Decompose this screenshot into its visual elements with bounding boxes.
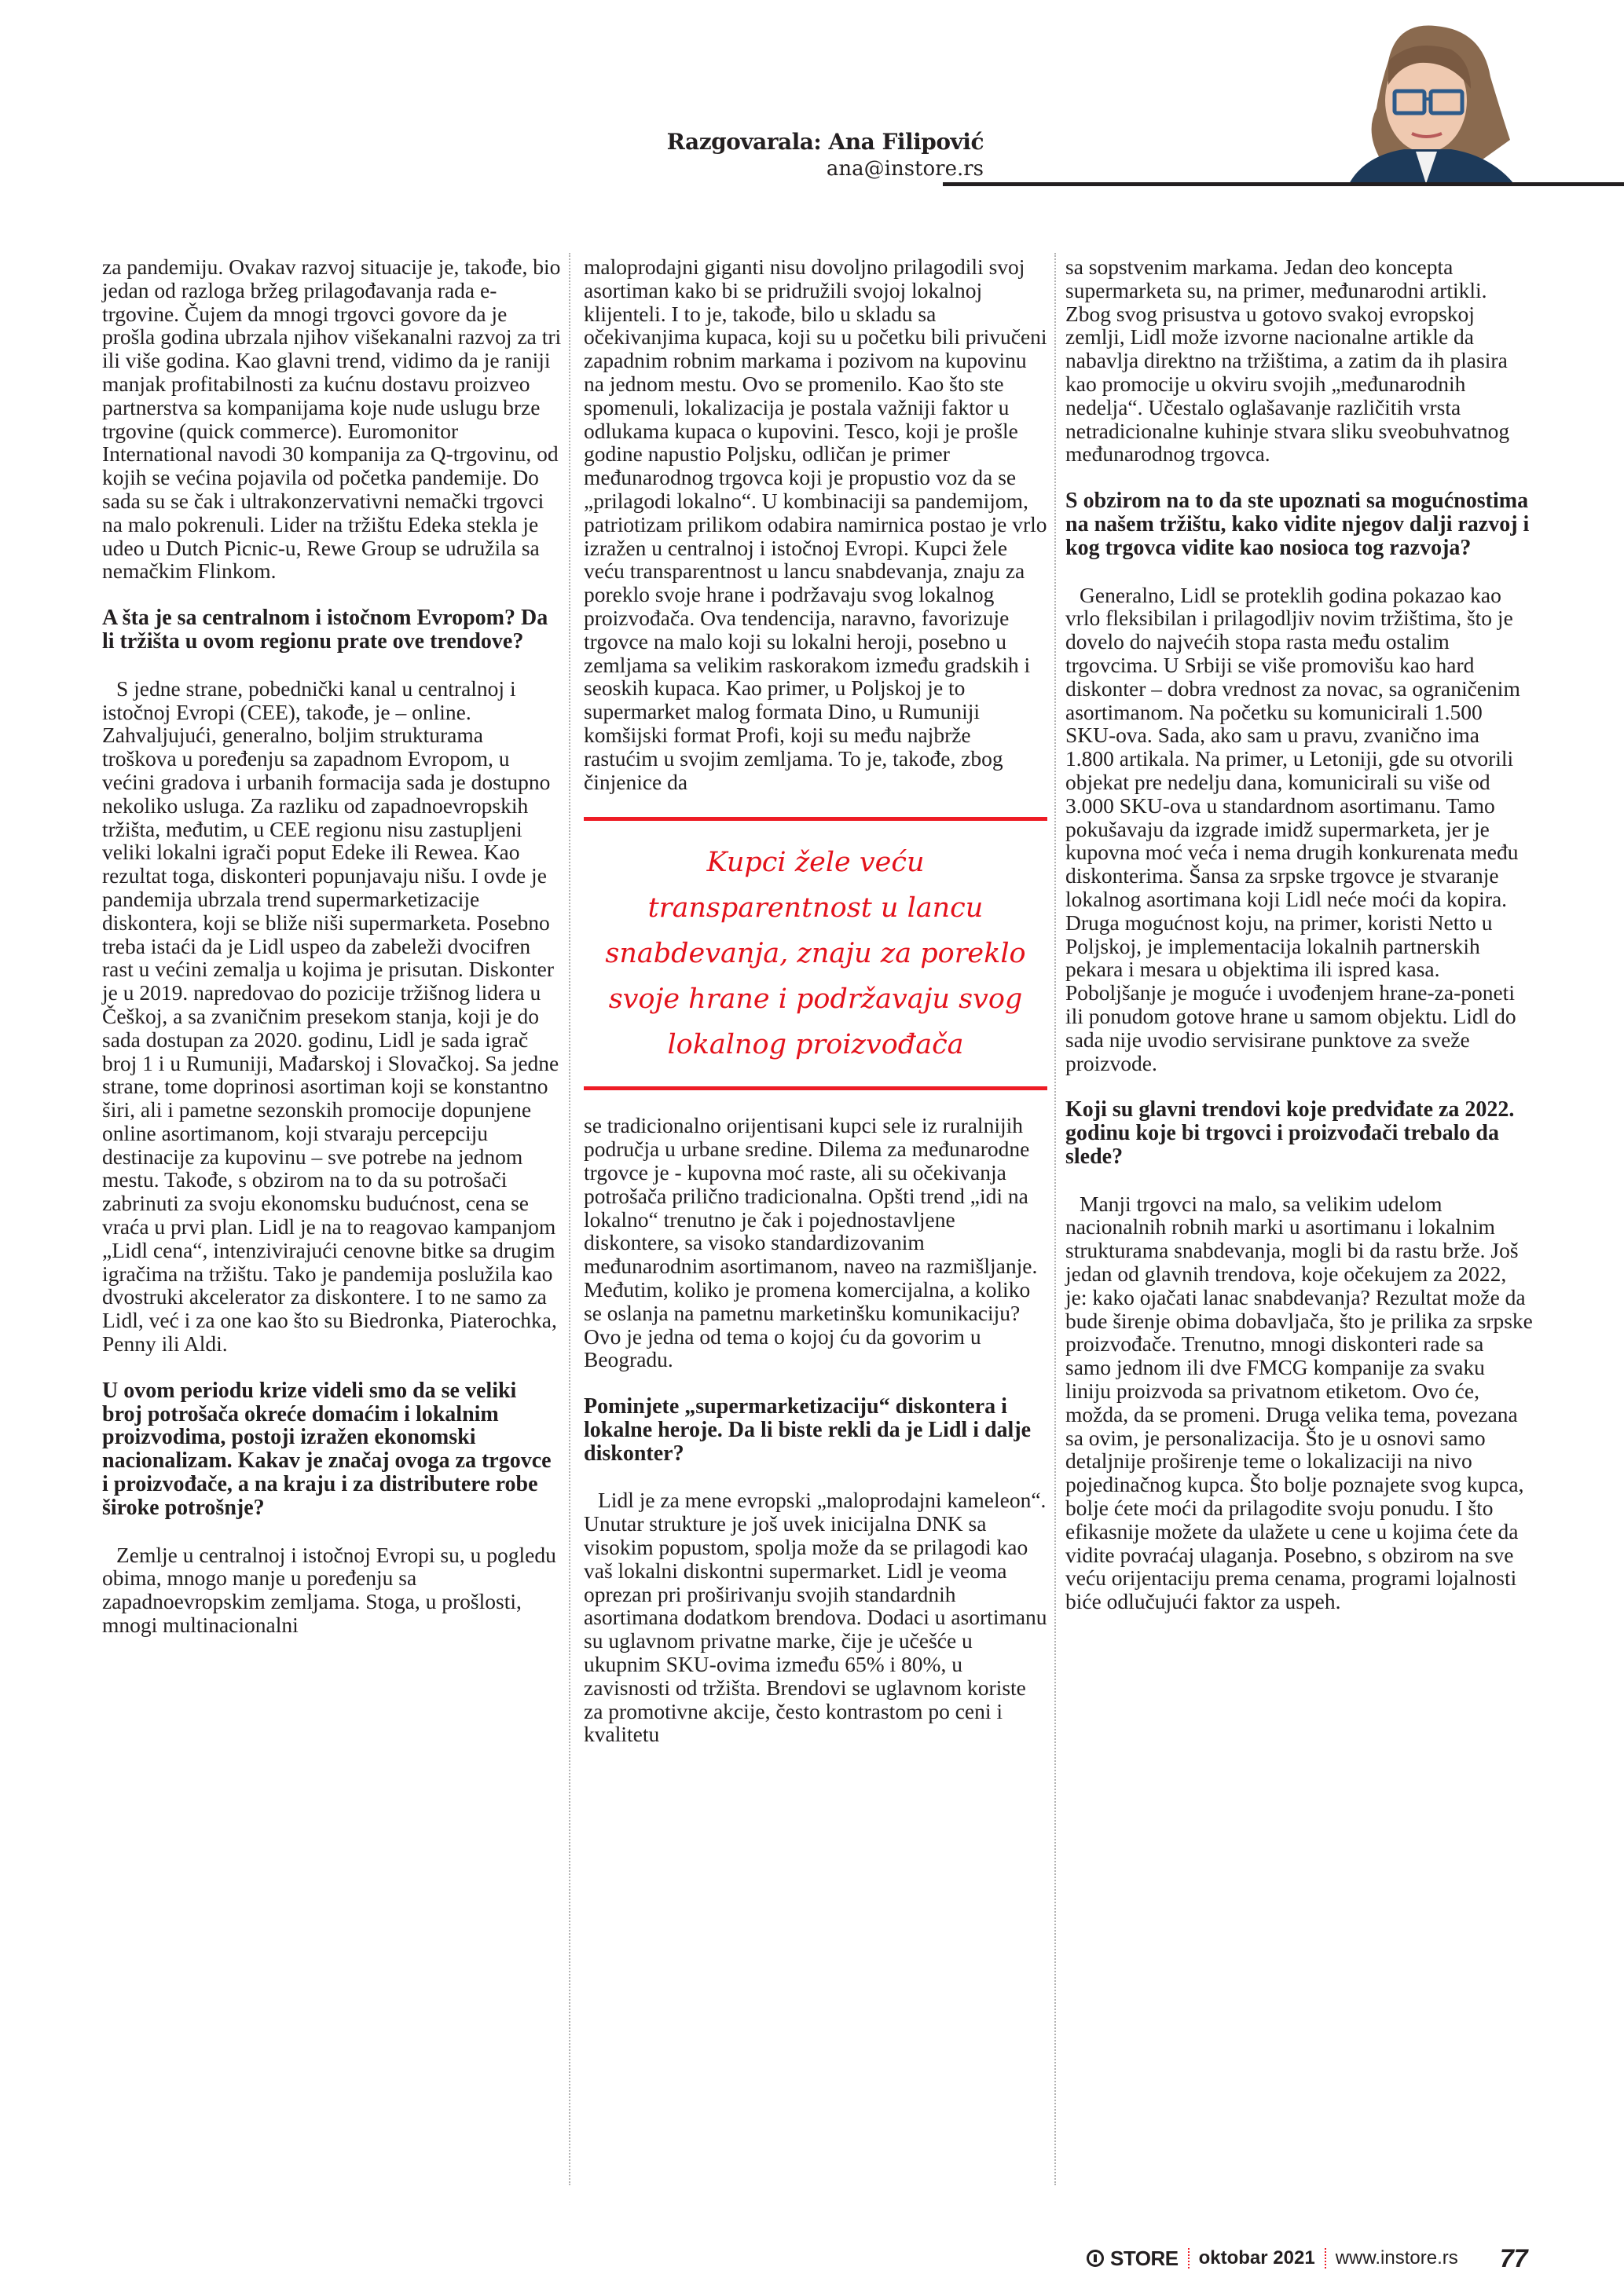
body-paragraph: Lidl je za mene evropski „maloprodajni kameleon“. Unutar strukture je još uvek inicijalna DNK sa visokim popustom, spolja može da se prilagodi kao vaš lokalni diskontni supermarket. Lidl je veoma oprezan pri proširivanju svojih standardnih asortimana dodatkom brendova. Dodaci u asortimanu su uglavnom privatne marke, čije je učešće u ukupnim SKU-ovima između 65% i 80%, u zavisnosti od tržišta. Brendovi se uglavnom koriste za promotivne akcije, često kontrastom po ceni i kvalitetu <box>584 1488 1047 1747</box>
column-divider <box>569 253 570 2185</box>
author-portrait <box>1333 14 1530 184</box>
column-divider <box>1054 253 1056 2185</box>
interview-question: S obzirom na to da ste upoznati sa mogućnostima na našem tržištu, kako vidite njegov dalji razvoj i kog trgovca vidite kao nosioca tog razvoja? <box>1065 489 1530 560</box>
page-footer <box>1087 2243 1528 2274</box>
footer-separator <box>1188 2248 1190 2269</box>
interview-question: Pominjete „supermarketizaciju“ diskontera i lokalne heroje. Da li biste rekli da je Lidl i dalje diskonter? <box>584 1394 1032 1466</box>
body-paragraph: se tradicionalno orijentisani kupci sele iz ruralnijih područja u urbane sredine. Dilema za međunarodne trgovce je - kupovna moć raste, ali su očekivanja potrošača prilično tradicionalna. Opšti trend „idi na lokalno“ trenutno je čak i pojednostavljene diskontere, sa visoko standardizovanim međunarodnim asortimanom, naveo na razmišljanje. Međutim, koliko je promena komercijalna, a koliko se oslanja na pametnu marketinšku komunikaciju? Ovo je jedna od tema o kojoj ću da govorim u Beogradu. <box>584 1113 1038 1372</box>
body-paragraph: sa sopstvenim markama. Jedan deo koncepta supermarketa su, na primer, međunarodni artikli. Zbog svog prisustva u gotovo svakoj evropskoj zemlji, Lidl može izvorne nacionalne artikle da nabavlja direktno na tržištima, a zatim da ih plasira kao promocije u okviru svojih „međunarodnih nedelja“. Učestalo oglašavanje različitih vrsta netradicionalne kuhinje stvara sliku sveobuhvatnog međunarodnog trgovca. <box>1065 255 1510 467</box>
byline <box>667 128 984 181</box>
body-paragraph: Generalno, Lidl se proteklih godina pokazao kao vrlo fleksibilan i prilagodljiv novim tržištima, što je dovelo do najvećih stopa rasta među ostalim trgovcima. U Srbiji se više promovišu kao hard diskonter – dobra vrednost za novac, sa ograničenim asortimanom. Na početku su komunicirali 1.500 SKU-ova. Sada, ako sam u pravu, zvanično ima 1.800 artikala. Na primer, u Letoniji, gde su otvorili objekat pre nedelju dana, komunicirali su više od 3.000 SKU-ova u standardnom asortimanu. Tamo pokušavaju da izgrade imidž supermarketa, jer je kupovna moć veća i nema drugih konkurenata među diskonterima. Šansa za srpske trgovce je stvaranje lokalnog asortimana koji Lidl neće moći da kopira. Druga mogućnost koju, na primer, koristi Netto u Poljskoj, je implementacija lokalnih partnerskih pekara i mesara u objektima ili ispred kasa. Poboljšanje je moguće i uvođenjem hrane-za-poneti ili ponudom gotove hrane u samom objektu. Lidl do sada nije uvodio servisirane punktove za sveže proizvode. <box>1065 582 1520 1075</box>
footer-website-link[interactable]: www.instore.rs <box>1335 2247 1458 2269</box>
article-column-1 <box>102 255 562 1637</box>
footer-separator <box>1325 2248 1326 2269</box>
interview-question: A šta je sa centralnom i istočnom Evropom? Da li tržišta u ovom regionu prate ove trendove? <box>102 606 548 654</box>
body-paragraph: Zemlje u centralnoj i istočnoj Evropi su, u pogledu obima, mnogo manje u poređenju sa zapadnoevropskim zemljama. Stoga, u prošlosti, mnogi multinacionalni <box>102 1542 556 1638</box>
pull-quote: Kupci žele veću transparentnost u lancu snabdevanja, znaju za poreklo svoje hrane i podržavaju svog lokalnog proizvođača <box>584 817 1047 1090</box>
footer-brand: STORE <box>1110 2246 1179 2270</box>
body-paragraph: maloprodajni giganti nisu dovoljno prilagodili svoj asortiman kako bi se pridružili svojoj lokalnoj klijenteli. I to je, takođe, bilo u skladu sa očekivanjima kupaca, koji su u početku bili privučeni zapadnim robnim markama i pozivom na kupovinu na jednom mestu. Ovo se promenilo. Kao što ste spomenuli, lokalizacija je postala važniji faktor u odlukama kupaca o kupovini. Tesco, koji je prošle godine napustio Poljsku, odličan je primer međunarodnog trgovca koji je propustio voz da se „prilagodi lokalno“. U kombinaciji sa pandemijom, patriotizam prilikom odabira namirnica postao je vrlo izražen u centralnoj i istočnoj Evropi. Kupci žele veću transparentnost u lancu snabdevanja, znaju za poreklo svoje hrane i podržavaju svog lokalnog proizvođača. Ova tendencija, naravno, favorizuje trgovce na malo koji su lokalni heroji, posebno u zemljama sa velikim raskorakom između gradskih i seoskih kupaca. Kao primer, u Poljskoj je to supermarket malog formata Dino, u Rumuniji komšijski format Profi, koji su među najbrže rastućim u svojim zemljama. To je, takođe, zbog činjenice da <box>584 255 1047 794</box>
instore-logo-icon <box>1087 2250 1104 2267</box>
interview-question: U ovom periodu krize videli smo da se veliki broj potrošača okreće domaćim i lokalnim proizvodima, postoji izražen ekonomski nacionalizam. Kakav je značaj ovoga za trgovce i proizvođače, a na kraju i za distributere robe široke potrošnje? <box>102 1378 552 1520</box>
article-column-2 <box>584 255 1047 1746</box>
page-number: 77 <box>1500 2243 1528 2272</box>
body-paragraph: S jedne strane, pobednički kanal u centralnoj i istočnoj Evropi (CEE), takođe, je – online. Zahvaljujući, generalno, boljim strukturama troškova u poređenju sa zapadnom Evropom, u većini gradova i urbanih formacija sada je dostupno nekoliko usluga. Za razliku od zapadnoevropskih tržišta, međutim, u CEE regionu nisu zastupljeni veliki lokalni igrači poput Edeke ili Rewea. Kao rezultat toga, diskonteri popunjavaju nišu. I ovde je pandemija ubrzala trend supermarketizacije diskontera, koji se bliže niši supermarketa. Posebno treba istaći da je Lidl uspeo da zabeleži dvocifren rast u većini zemalja u kojima je prisutan. Diskonter je u 2019. napredovao do pozicije tržišnog lidera u Češkoj, a sa zvaničnim presekom stanja, koji je do sada dostupan za 2020. godinu, Lidl je sada igrač broj 1 i u Rumuniji, Mađarskoj i Slovačkoj. Sa jedne strane, tome doprinosi asortiman koji se konstantno širi, ali i pametne sezonskih promocije dopunjene online asortimanom, koji stvaraju percepciju destinacije za kupovinu – sve potrebe na jednom mestu. Takođe, s obzirom na to da su potrošači zabrinuti za svoju ekonomsku budućnost, cena se vraća u prvi plan. Lidl je na to reagovao kampanjom „Lidl cena“, intenzivirajući cenovne bitke sa drugim igračima na tržištu. Tako je pandemija poslužila kao dvostruki akcelerator za diskontere. I to ne samo za Lidl, već i za one kao što su Biedronka, Piaterochka, Penny ili Aldi. <box>102 676 559 1357</box>
byline-author: Razgovarala: Ana Filipović <box>666 129 984 155</box>
interview-question: Koji su glavni trendovi koje predviđate za 2022. godinu koje bi trgovci i proizvođači trebalo da slede? <box>1065 1097 1515 1169</box>
article-column-3 <box>1065 255 1533 1613</box>
footer-issue-date: oktobar 2021 <box>1198 2247 1315 2269</box>
body-paragraph: za pandemiju. Ovakav razvoj situacije je, takođe, bio jedan od razloga bržeg prilagođavanja rada e-trgovine. Čujem da mnogi trgovci govore da je prošla godina ubrzala njihov višekanalni razvoj za tri ili više godina. Kao glavni trend, vidimo da je raniji manjak profitabilnosti za kućnu dostavu proizveo partnerstva sa kompanijama koje nude uslugu brze trgovine (quick commerce). Euromonitor International navodi 30 kompanija za Q-trgovinu, od kojih se većina pojavila od početka pandemije. Do sada su se čak i ultrakonzervativni nemački trgovci na malo pokrenuli. Lider na tržištu Edeka stekla je udeo u Dutch Picnic-u, Rewe Group se udružila sa nemačkim Flinkom. <box>102 255 562 584</box>
page-header <box>0 0 1624 185</box>
header-rule <box>943 182 1624 186</box>
byline-email-link[interactable]: ana@instore.rs <box>826 157 984 181</box>
body-paragraph: Manji trgovci na malo, sa velikim udelom nacionalnih robnih marki u asortimanu i lokalnim strukturama snabdevanja, mogli bi da rastu brže. Još jedan od glavnih trendova, koje očekujem za 2022, je: kako ojačati lanac snabdevanja? Rezultat može da bude širenje obima dobavljača, što je prilika za srpske proizvođače. Trenutno, mnogi diskonteri rade sa samo jednom ili dve FMCG kompanije za svaku liniju proizvoda sa privatnom etiketom. Ovo će, možda, da se promeni. Druga velika tema, povezana sa ovim, je personalizacija. Što je u osnovi samo detaljnije proširenje teme o lokalizaciji na nivo pojedinačnog kupca. Što bolje poznajete svog kupca, bolje ćete moći da prilagodite svoju ponudu. I što efikasnije možete da ulažete u cene u kojima ćete da vidite povraćaj ulaganja. Posebno, s obzirom na sve veću orijentaciju prema cenama, programi lojalnosti biće odlučujući faktor za uspeh. <box>1065 1191 1533 1614</box>
